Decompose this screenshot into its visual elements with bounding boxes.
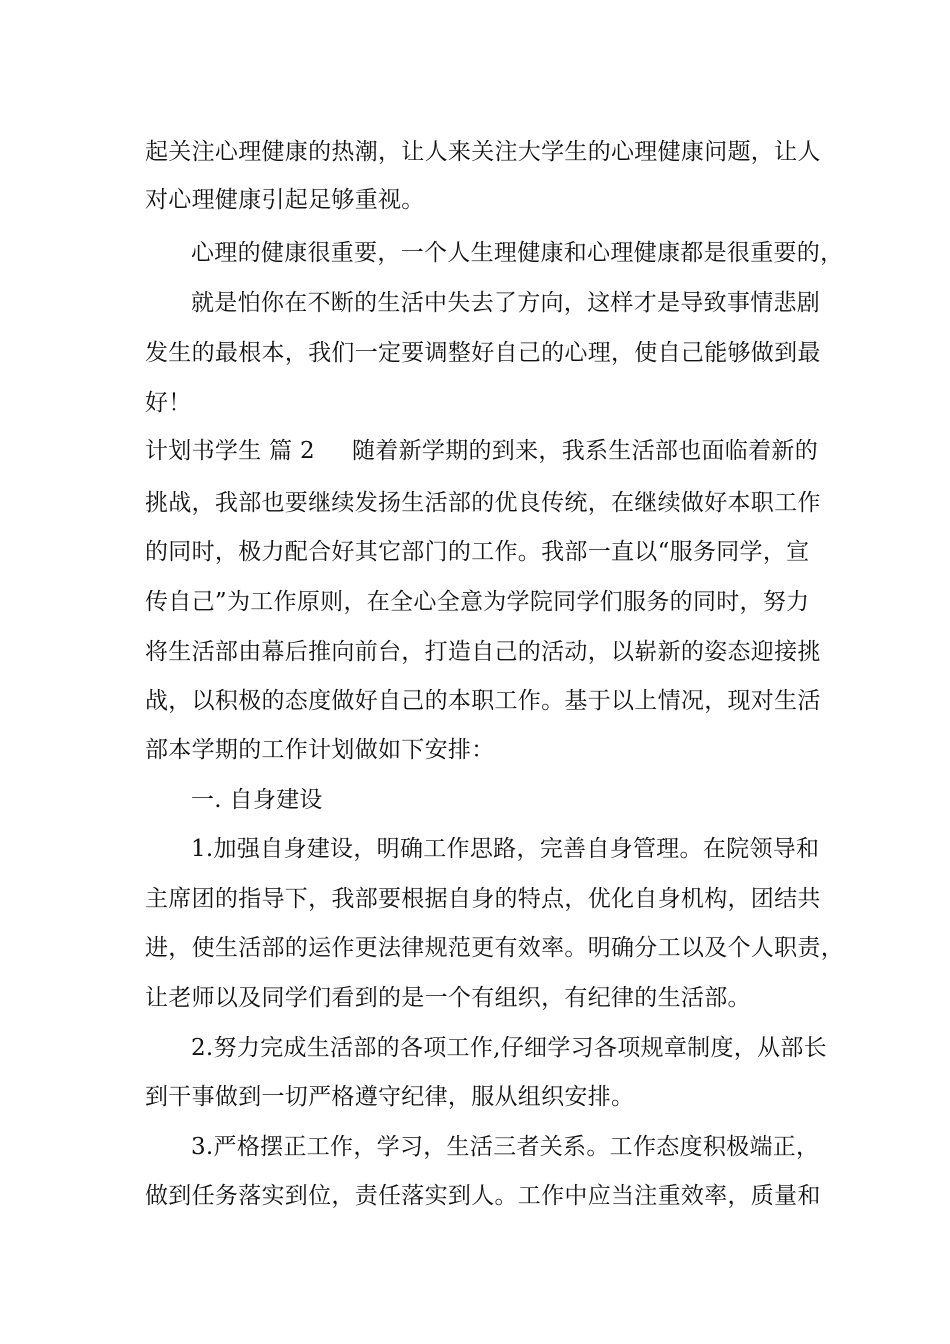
section-heading: 计划书学生 篇 2 [145, 438, 315, 464]
text-line: 让老师以及同学们看到的是一个有组织，有纪律的生活部。 [145, 985, 751, 1011]
text-line: 的同时，极力配合好其它部门的工作。我部一直以“服务同学，宣 [145, 539, 810, 565]
text-line: 发生的最根本，我们一定要调整好自己的心理，使自己能够做到最 [145, 340, 821, 366]
text-line: 对心理健康引起足够重视。 [145, 187, 425, 213]
text-line: 心理的健康很重要，一个人生理健康和心理健康都是很重要的， [191, 240, 844, 266]
text-line: 主席团的指导下，我部要根据自身的特点，优化自身机构，团结共 [145, 886, 821, 912]
text-line: 挑战，我部也要继续发扬生活部的优良传统，在继续做好本职工作 [145, 490, 821, 516]
text-line: 部本学期的工作计划做如下安排： [145, 737, 495, 763]
text-line: 到干事做到一切严格遵守纪律，服从组织安排。 [145, 1084, 635, 1110]
text-line: 将生活部由幕后推向前台，打造自己的活动，以崭新的姿态迎接挑 [145, 639, 821, 665]
subsection-heading: 一. 自身建设 [191, 787, 323, 813]
text-line: 3.严格摆正工作，学习，生活三者关系。工作态度积极端正， [191, 1134, 820, 1160]
text-line: 起关注心理健康的热潮，让人来关注大学生的心理健康问题，让人 [145, 139, 821, 165]
text-line: 好！ [145, 390, 192, 416]
text-line: 随着新学期的到来，我系生活部也面临着新的 [352, 438, 818, 464]
text-line: 2.努力完成生活部的各项工作,仔细学习各项规章制度，从部长 [191, 1035, 827, 1061]
text-line: 1.加强自身建设，明确工作思路，完善自身管理。在院领导和 [191, 836, 820, 862]
text-line: 做到任务落实到位，责任落实到人。工作中应当注重效率，质量和 [145, 1183, 821, 1209]
text-line: 进，使生活部的运作更法律规范更有效率。明确分工以及个人职责， [145, 935, 844, 961]
text-line: 传自己”为工作原则，在全心全意为学院同学们服务的同时，努力 [145, 589, 810, 615]
text-line: 战，以积极的态度做好自己的本职工作。基于以上情况，现对生活 [145, 688, 821, 714]
text-line: 就是怕你在不断的生活中失去了方向，这样才是导致事情悲剧 [191, 290, 821, 316]
